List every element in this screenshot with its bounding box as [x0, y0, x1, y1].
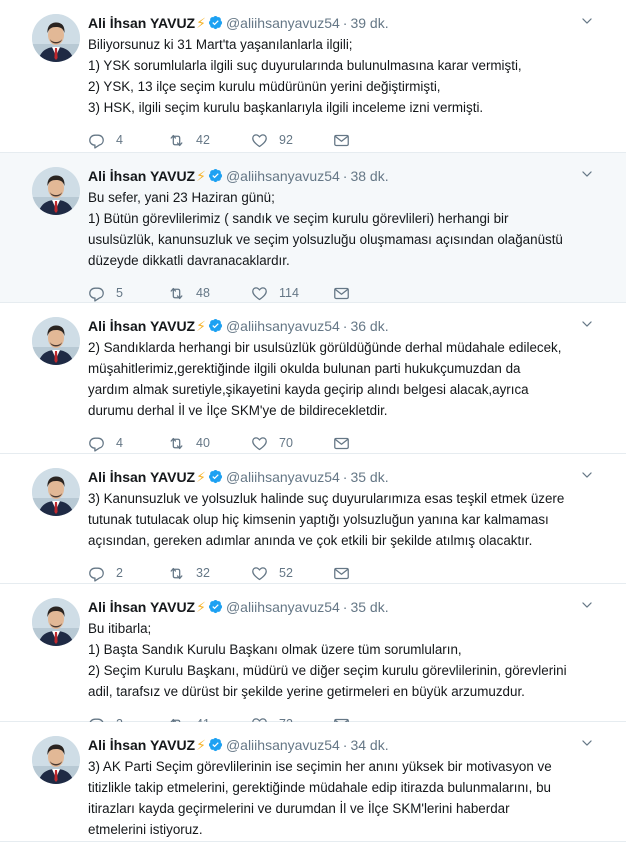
- lightning-emoji: ⚡: [196, 599, 206, 615]
- tweet-header: Ali İhsan YAVUZ⚡ @aliihsanyavuz54 · 35 dk.: [88, 468, 612, 486]
- tweet-line: müşahitlerimiz,gerektiğinde ilgili okulda bulunan parti hukukçumuzdan da: [88, 361, 521, 376]
- lightning-emoji: ⚡: [196, 15, 206, 31]
- author-name[interactable]: Ali İhsan YAVUZ: [88, 469, 196, 485]
- tweet[interactable]: [0, 722, 626, 842]
- author-handle[interactable]: @aliihsanyavuz54: [225, 15, 340, 31]
- retweet-button[interactable]: [168, 565, 251, 582]
- reply-count: 2: [116, 566, 123, 580]
- tweet-header: Ali İhsan YAVUZ⚡ @aliihsanyavuz54 · 39 dk.: [88, 14, 612, 32]
- lightning-emoji: ⚡: [196, 737, 206, 753]
- tweet-header: Ali İhsan YAVUZ⚡ @aliihsanyavuz54 · 36 dk.: [88, 317, 612, 335]
- tweet-header: Ali İhsan YAVUZ⚡ @aliihsanyavuz54 · 38 dk.: [88, 167, 612, 185]
- tweet-time[interactable]: 35 dk.: [350, 469, 389, 485]
- author-handle[interactable]: @aliihsanyavuz54: [225, 168, 340, 184]
- tweet-text: [88, 756, 612, 840]
- reply-count: 5: [116, 286, 123, 300]
- direct-message-button[interactable]: [333, 565, 350, 582]
- retweet-button[interactable]: [168, 435, 251, 452]
- like-button[interactable]: [251, 132, 333, 149]
- like-button[interactable]: [251, 285, 333, 302]
- retweet-count: 40: [196, 436, 210, 450]
- heart-icon: [251, 132, 268, 149]
- chevron-down-icon[interactable]: [580, 736, 594, 750]
- author-name[interactable]: Ali İhsan YAVUZ: [88, 318, 196, 334]
- like-count: 70: [279, 436, 293, 450]
- tweet[interactable]: [0, 584, 626, 722]
- reply-count: 4: [116, 436, 123, 450]
- tweet-line: usulsüzlük, kanunsuzluk ve seçim yolsuzluğu oluşmaması açısından olağanüstü: [88, 232, 563, 247]
- chevron-down-icon[interactable]: [580, 14, 594, 28]
- author-handle[interactable]: @aliihsanyavuz54: [225, 469, 340, 485]
- reply-button[interactable]: [88, 285, 168, 302]
- author-handle[interactable]: @aliihsanyavuz54: [225, 737, 340, 753]
- verified-icon: [208, 737, 223, 752]
- message-icon: [333, 285, 350, 302]
- avatar[interactable]: [32, 317, 80, 365]
- message-icon: [333, 565, 350, 582]
- message-icon: [333, 132, 350, 149]
- tweet-line: Bu itibarla;: [88, 621, 152, 636]
- direct-message-button[interactable]: [333, 285, 350, 302]
- author-handle[interactable]: @aliihsanyavuz54: [225, 599, 340, 615]
- tweet[interactable]: [0, 303, 626, 454]
- tweet-line: düzeyde dikkatli davranacaklardır.: [88, 253, 290, 268]
- reply-icon: [88, 565, 105, 582]
- author-name[interactable]: Ali İhsan YAVUZ: [88, 168, 196, 184]
- like-count: 114: [279, 286, 299, 300]
- heart-icon: [251, 285, 268, 302]
- chevron-down-icon[interactable]: [580, 317, 594, 331]
- tweet[interactable]: [0, 454, 626, 584]
- tweet-text: [88, 34, 612, 118]
- retweet-button[interactable]: [168, 285, 251, 302]
- avatar[interactable]: [32, 468, 80, 516]
- retweet-icon: [168, 132, 185, 149]
- author-name[interactable]: Ali İhsan YAVUZ: [88, 15, 196, 31]
- tweet-text: [88, 618, 612, 702]
- tweet-header: Ali İhsan YAVUZ⚡ @aliihsanyavuz54 · 35 dk.: [88, 598, 612, 616]
- verified-icon: [208, 15, 223, 30]
- tweet-line: 2) Seçim Kurulu Başkanı, müdürü ve diğer seçim kurulu görevlilerinin, görevlerini: [88, 663, 567, 678]
- like-button[interactable]: [251, 565, 333, 582]
- tweet-time[interactable]: 36 dk.: [350, 318, 389, 334]
- tweet-time[interactable]: 38 dk.: [350, 168, 389, 184]
- tweet-time[interactable]: 35 dk.: [350, 599, 389, 615]
- retweet-count: 42: [196, 133, 210, 147]
- tweet[interactable]: [0, 153, 626, 303]
- tweet-time[interactable]: 39 dk.: [350, 15, 389, 31]
- author-name[interactable]: Ali İhsan YAVUZ: [88, 599, 196, 615]
- tweet-line: 1) YSK sorumlularla ilgili suç duyurularında bulunulmasına karar vermişti,: [88, 58, 522, 73]
- tweet-line: 3) HSK, ilgili seçim kurulu başkanlarıyla ilgili inceleme izni vermişti.: [88, 100, 484, 115]
- chevron-down-icon[interactable]: [580, 167, 594, 181]
- chevron-down-icon[interactable]: [580, 598, 594, 612]
- retweet-icon: [168, 285, 185, 302]
- verified-icon: [208, 318, 223, 333]
- direct-message-button[interactable]: [333, 435, 350, 452]
- avatar[interactable]: [32, 167, 80, 215]
- tweet-text: [88, 488, 612, 551]
- tweet-line: Biliyorsunuz ki 31 Mart'ta yaşanılanlarla ilgili;: [88, 37, 353, 52]
- like-button[interactable]: [251, 435, 333, 452]
- direct-message-button[interactable]: [333, 132, 350, 149]
- lightning-emoji: ⚡: [196, 469, 206, 485]
- verified-icon: [208, 168, 223, 183]
- tweet-line: adil, tarafsız ve dürüst bir şekilde yerine getirmeleri en büyük arzumuzdur.: [88, 684, 525, 699]
- tweet-line: Bu sefer, yani 23 Haziran günü;: [88, 190, 275, 205]
- tweet-line: 2) YSK, 13 ilçe seçim kurulu müdürünün yerini değiştirmişti,: [88, 79, 441, 94]
- reply-button[interactable]: [88, 435, 168, 452]
- avatar[interactable]: [32, 736, 80, 784]
- author-name[interactable]: Ali İhsan YAVUZ: [88, 737, 196, 753]
- verified-icon: [208, 469, 223, 484]
- tweet-text: [88, 187, 612, 271]
- reply-icon: [88, 435, 105, 452]
- reply-icon: [88, 285, 105, 302]
- verified-icon: [208, 599, 223, 614]
- retweet-button[interactable]: [168, 132, 251, 149]
- reply-icon: [88, 132, 105, 149]
- heart-icon: [251, 435, 268, 452]
- retweet-count: 48: [196, 286, 210, 300]
- reply-button[interactable]: [88, 132, 168, 149]
- tweet-line: titizlikle takip etmelerini, gerektiğinde müdahale edip itirazda bulunmalarını, bu: [88, 780, 551, 795]
- message-icon: [333, 435, 350, 452]
- tweet-header: Ali İhsan YAVUZ⚡ @aliihsanyavuz54 · 34 dk.: [88, 736, 612, 754]
- avatar[interactable]: [32, 14, 80, 62]
- tweet-line: yardım almak suretiyle,şikayetini kayda geçirip alındı belgesi alacak,ayrıca: [88, 382, 529, 397]
- tweet-line: 3) AK Parti Seçim görevlilerinin ise seçimin her anını yüksek bir motivasyon ve: [88, 759, 552, 774]
- tweet-text: [88, 337, 612, 421]
- tweet-line: durumu derhal İl ve İlçe SKM'ye de bildirecekletdir.: [88, 403, 388, 418]
- chevron-down-icon[interactable]: [580, 468, 594, 482]
- tweet-line: 1) Bütün görevlilerimiz ( sandık ve seçim kurulu görevlileri) herhangi bir: [88, 211, 509, 226]
- reply-button[interactable]: [88, 565, 168, 582]
- tweet[interactable]: [0, 0, 626, 153]
- avatar[interactable]: [32, 598, 80, 646]
- retweet-icon: [168, 565, 185, 582]
- tweet-time[interactable]: 34 dk.: [350, 737, 389, 753]
- retweet-icon: [168, 435, 185, 452]
- tweet-line: etmelerini istiyoruz.: [88, 822, 203, 837]
- lightning-emoji: ⚡: [196, 318, 206, 334]
- tweet-line: açısından, gereken adımlar anında ve çok etkili bir şekilde atılmış olacaktır.: [88, 533, 533, 548]
- tweet-line: 1) Başta Sandık Kurulu Başkanı olmak üzere tüm sorumluların,: [88, 642, 462, 657]
- tweet-line: tutunak tutulacak olup hiç kimsenin yaptığı yolsuzluğun yanına kar kalmaması: [88, 512, 549, 527]
- reply-count: 4: [116, 133, 123, 147]
- tweet-line: itirazları kayda geçirmelerini ve durumdan İl ve İlçe SKM'lerini haberdar: [88, 801, 510, 816]
- like-count: 92: [279, 133, 293, 147]
- like-count: 52: [279, 566, 293, 580]
- retweet-count: 32: [196, 566, 210, 580]
- tweet-line: 3) Kanunsuzluk ve yolsuzluk halinde suç duyurularımıza esas teşkil etmek üzere: [88, 491, 565, 506]
- lightning-emoji: ⚡: [196, 168, 206, 184]
- author-handle[interactable]: @aliihsanyavuz54: [225, 318, 340, 334]
- heart-icon: [251, 565, 268, 582]
- tweet-line: 2) Sandıklarda herhangi bir usulsüzlük görüldüğünde derhal müdahale edilecek,: [88, 340, 562, 355]
